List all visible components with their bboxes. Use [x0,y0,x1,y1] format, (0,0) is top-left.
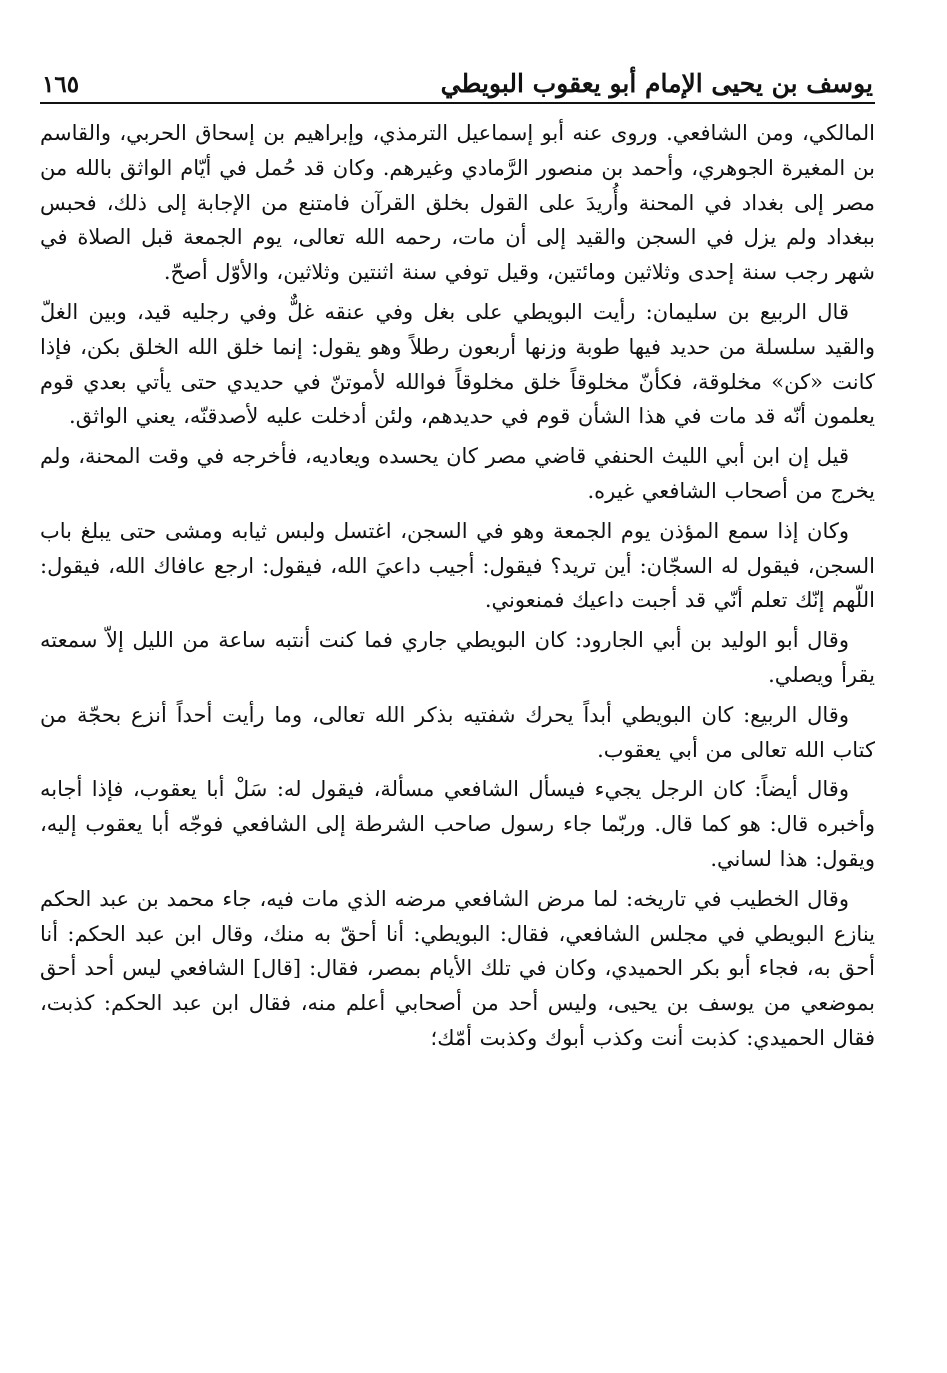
paragraph-8: وقال الخطيب في تاريخه: لما مرض الشافعي مرضه الذي مات فيه، جاء محمد بن عبد الحكم ينازع البويطي في مجلس الشافعي، فقال: البويطي: أنا أحقّ به منك، وقال ابن عبد الحكم: أنا أحق به، فجاء أبو بكر الحميدي، وكان في تلك الأيام بمصر، فقال: [قال] الشافعي ليس أحد أحق بموضعي من يوسف بن يحيى، وليس أحد من أصحابي أعلم منه، فقال ابن عبد الحكم: كذبت، فقال الحميدي: كذبت أنت وكذب أبوك وكذبت أمّك؛ [40,886,875,1050]
paragraph-7: وقال أيضاً: كان الرجل يجيء فيسأل الشافعي مسألة، فيقول له: سَلْ أبا يعقوب، فإذا أجابه وأخبره قال: هو كما قال. وربّما جاء رسول صاحب الشرطة إلى الشافعي فوجّه أبا يعقوب إليه، ويقول: هذا لساني. [40,777,875,871]
book-page [40,58,875,1061]
paragraph-2: قال الربيع بن سليمان: رأيت البويطي على بغل وفي عنقه غلٌّ وفي رجليه قيد، وبين الغلّ والقيد سلسلة من حديد فيها طوبة وزنها أربعون رطلاً وهو يقول: إنما خلق الله الخلق بكن، فإذا كانت «كن» مخلوقة، فكأنّ مخلوقاً خلق مخلوقاً فوالله لأموتنّ في حديدي حتى يأتي بعدي قوم يعلمون أنّه قد مات في هذا الشأن قوم في حديدهم، ولئن أدخلت عليه لأصدقنّه، يعني الواثق. [40,299,875,429]
paragraph-5: وقال أبو الوليد بن أبي الجارود: كان البويطي جاري فما كنت أنتبه ساعة من الليل إلاّ سمعته يقرأ ويصلي. [40,628,875,687]
page-header [40,58,875,104]
paragraph-6: وقال الربيع: كان البويطي أبداً يحرك شفتيه بذكر الله تعالى، وما رأيت أحداً أنزع بحجّة من كتاب الله تعالى من أبي يعقوب. [40,702,875,762]
page-body [40,116,875,1056]
page-number: ١٦٥ [42,71,80,98]
paragraph-1: المالكي، ومن الشافعي. وروى عنه أبو إسماعيل الترمذي، وإبراهيم بن إسحاق الحربي، والقاسم بن المغيرة الجوهري، وأحمد بن منصور الرَّمادي وغيرهم. وكان قد حُمل في أيّام الواثق بالله من مصر إلى بغداد في المحنة وأُريدَ على القول بخلق القرآن فامتنع من الإجابة إلى ذلك، فحبس ببغداد ولم يزل في السجن والقيد إلى أن مات، رحمه الله تعالى، يوم الجمعة قبل الصلاة في شهر رجب سنة إحدى وثلاثين ومائتين، وقيل توفي سنة اثنتين وثلاثين، والأوّل أصحّ. [40,121,875,285]
running-title: يوسف بن يحيى الإمام أبو يعقوب البويطي [440,69,873,98]
paragraph-3: قيل إن ابن أبي الليث الحنفي قاضي مصر كان يحسده ويعاديه، فأخرجه في وقت المحنة، ولم يخرج من أصحاب الشافعي غيره. [40,444,875,503]
paragraph-4: وكان إذا سمع المؤذن يوم الجمعة وهو في السجن، اغتسل ولبس ثيابه ومشى حتى يبلغ باب السجن، فيقول له السجّان: أين تريد؟ فيقول: أجيب داعيَ الله، فيقول: ارجع عافاك الله، فيقول: اللّهم إنّك تعلم أنّي قد أجبت داعيك فمنعوني. [40,518,875,613]
